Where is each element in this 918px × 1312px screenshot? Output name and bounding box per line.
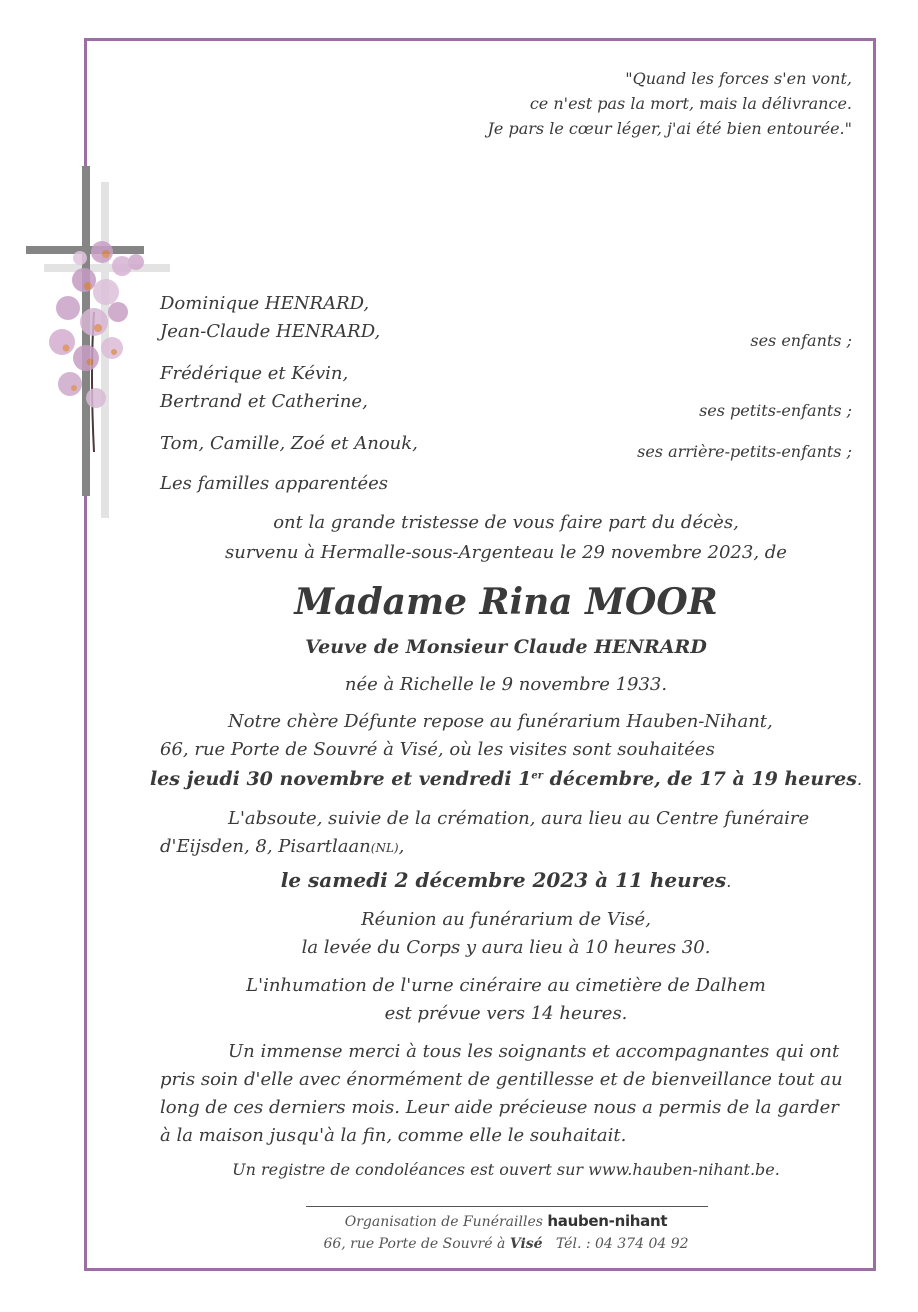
thanks-line: long de ces derniers mois. Leur aide précieuse nous a permis de la garder [160,1097,839,1118]
birth-info: née à Richelle le 9 novembre 1933. [344,674,668,695]
ceremony-line: d'Eijsden, 8, Pisartlaan [160,836,371,857]
footer-address [100,1236,912,1252]
phone-number: Tél. : 04 374 04 92 [542,1236,689,1252]
thanks-line: Un immense merci à tous les soignants et accompagnantes qui ont [228,1041,840,1062]
visit-info [160,708,860,764]
visit-dates-a: les jeudi 30 novembre et vendredi 1 [149,768,532,790]
country-code: (NL) [370,841,399,855]
meeting-line: Réunion au funérarium de Visé, [361,909,651,930]
visit-line: Notre chère Défunte repose au funérarium Hauben-Nihant, [228,711,773,732]
burial-line: est prévue vers 14 heures. [384,1003,628,1024]
ceremony-line: L'absoute, suivie de la crémation, aura lieu au Centre funéraire [228,808,810,829]
org-label: Organisation de Funérailles [344,1214,548,1230]
ceremony-info [160,805,860,862]
address-text: 66, rue Porte de Souvré à [323,1236,510,1252]
announcement [100,508,912,568]
quote-line: ce n'est pas la mort, mais la délivrance. [529,94,852,113]
announcement-line: ont la grande tristesse de vous faire part du décès, [273,512,739,533]
great-grandchildren-relation: ses arrière-petits-enfants ; [637,442,852,461]
announcement-line: survenu à Hermalle-sous-Argenteau le 29 novembre 2023, de [225,542,787,563]
funeral-organisation [100,1212,912,1230]
thanks-paragraph [160,1038,880,1150]
grandchildren-names [160,360,368,416]
ceremony-date [100,868,912,892]
footer-divider [306,1206,708,1207]
family-name: Dominique HENRARD, [160,293,370,314]
family-name: Frédérique et Kévin, [160,363,349,384]
family-name: Bertrand et Catherine, [160,391,368,412]
widow-of: Veuve de Monsieur Claude HENRARD [305,636,707,658]
ceremony-line-end: , [398,836,405,857]
burial-line: L'inhumation de l'urne cinéraire au cimetière de Dalhem [246,975,766,996]
deceased-name: Madame Rina MOOR [294,581,718,623]
epitaph-quote [488,66,853,141]
visit-dates-end: . [856,770,863,789]
cross-with-flowers-icon [24,162,174,522]
visit-dates [100,768,912,790]
quote-line: "Quand les forces s'en vont, [625,69,852,88]
thanks-line: pris soin d'elle avec énormément de gentillesse et de bienveillance tout au [160,1069,843,1090]
children-relation: ses enfants ; [750,331,852,350]
condolence-register: Un registre de condoléances est ouvert sur www.hauben-nihant.be. [232,1160,780,1179]
thanks-line: à la maison jusqu'à la fin, comme elle le souhaitait. [160,1125,627,1146]
meeting-info [100,906,912,962]
visit-line: 66, rue Porte de Souvré à Visé, où les visites sont souhaitées [160,739,715,760]
address-city: Visé [509,1236,543,1252]
children-names [160,290,380,346]
ceremony-date-end: . [726,872,732,891]
great-grandchildren-names: Tom, Camille, Zoé et Anouk, [160,433,418,454]
ceremony-date-text: le samedi 2 décembre 2023 à 11 heures [280,868,727,892]
quote-line: Je pars le cœur léger, j'ai été bien entourée." [487,119,852,138]
family-name: Jean-Claude HENRARD, [160,321,381,342]
burial-info [100,972,912,1028]
visit-dates-sup: er [531,770,544,782]
relatives: Les familles apparentées [160,473,389,494]
meeting-line: la levée du Corps y aura lieu à 10 heures 30. [301,937,711,958]
brand-logo: hauben-nihant [547,1212,668,1230]
visit-dates-b: décembre, de 17 à 19 heures [543,768,857,790]
grandchildren-relation: ses petits-enfants ; [699,401,852,420]
